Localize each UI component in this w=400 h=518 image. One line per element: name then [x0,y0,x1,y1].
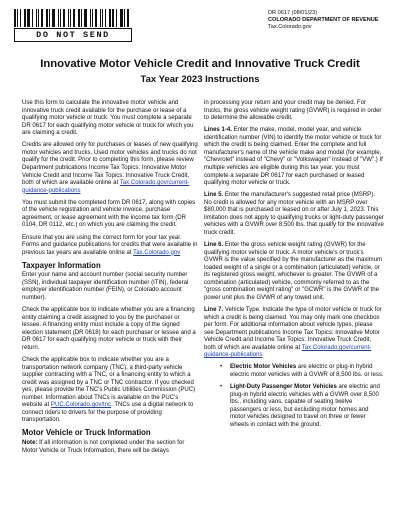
barcode-bar [73,9,75,27]
tax-website-link[interactable]: Tax.Colorado.gov [133,249,181,256]
barcode-bar [95,9,97,27]
barcode-bar [41,9,43,27]
paragraph: Check the applicable box to indicate whether you are a financing entity claiming a credit assigned to you by the purchaser or lessee. A financing entity must include a copy of the signed election statement (DR 0618) for each purchaser or lessee and a DR 0617 for each qualifying motor vehicle or truck with their return. [22,307,196,351]
note-label: Note: [22,440,38,447]
line-label: Line 5. [204,192,224,199]
barcode-bar [84,9,87,27]
paragraph-text: Enter the manufacturer's suggested retail price (MSRP). No credit is allowed for any motor vehicle with an MSRP over $80,000 that is purchased or leased on or after July 1, 2023. This limitation does not apply to qualifying trucks or light-duty passenger vehicles with a GVWR over 8,500 lbs. that qualify for the innovative truck credit. [204,192,384,236]
left-column [22,100,198,460]
section-heading: Motor Vehicle or Truck Information [22,428,151,438]
barcode-bar [68,9,69,27]
line-label: Line 6. [204,242,224,249]
list-item [204,364,384,379]
barcode-bar [49,9,50,27]
barcode-bar [102,9,103,27]
paragraph [204,242,384,302]
barcode-bar [124,9,125,27]
barcode-bar [78,9,80,27]
barcode-bar [14,9,16,27]
bullet-label: Electric Motor Vehicles [230,364,297,371]
barcode-bar [38,9,39,27]
agency-name: COLORADO DEPARTMENT OF REVENUE [268,17,379,24]
barcode-bar [24,9,26,27]
line-label: Lines 1-4. [204,127,232,134]
section-heading: Taxpayer Information [22,260,101,270]
barcode-bar [120,9,123,27]
paragraph [22,440,198,455]
barcode-bar [63,9,65,27]
paragraph: Use this form to calculate the innovative motor vehicle and innovative truck credit available for the purchase or lease of a qualifying motor vehicle or truck. You must complete a separate DR 0617 for each qualifying motor vehicle or truck for which you are claiming a credit. [22,100,194,137]
barcode-bar [17,9,18,27]
barcode-bar [20,9,21,27]
paragraph: Enter your name and account number (social security number (SSN), individual taxpayer identification number (ITIN), federal employer identification number (FEIN), or Colorado account number). [22,272,189,301]
bullet-label: Light-Duty Passenger Motor Vehicles [230,384,337,391]
paragraph-text: Enter the make, model, model year, and vehicle identification number (VIN) to identify the motor vehicle or truck for which the credit is being claimed. Enter the complete and full manufacturer's name of the vehicle make and model (for example, "Chevrolet" instead of "Chevy" or "Volkswagen" instead of "VW".) If multiple vehicles are eligible during this tax year, you must complete a separate DR 0617 for each purchased or leased qualifying motor vehicle or truck. [204,127,383,187]
paragraph-text: . TNCs use a digital network to connect riders to drivers for the purpose of providing transportation. [22,402,194,424]
paragraph [22,142,198,195]
barcode-bar [46,9,48,27]
barcode-bar [109,9,111,27]
paragraph: in processing your return and your credit may be denied. For trucks, the gross vehicle weight rating (GVWR) is required in order to determine the allowable credit. [204,100,382,122]
barcode [14,9,132,27]
barcode-bar [116,9,117,27]
barcode-bar [52,9,55,27]
paragraph-text: are electric and plug-in hybrid electric vehicles with a GVWR over 8,500 lbs., including vans, capable of seating twelve passengers or less, but excluding motor homes and motor vehicles designed to travel on three or fewer wheels in contact with the ground. [230,384,380,428]
guidance-link[interactable]: Tax.Colorado.gov/current-guidance-publications [22,180,190,194]
form-meta [268,10,393,32]
bullet-icon: • [220,384,223,391]
barcode-bar [127,9,129,27]
page-title: Innovative Motor Vehicle Credit and Innovative Truck Credit [40,58,360,70]
barcode-bar [90,9,91,27]
paragraph [22,357,198,425]
paragraph [204,307,384,360]
paragraph-text: Enter the gross vehicle weight rating (GVWR) for the qualifying motor vehicle or truck. A motor vehicle's or truck's GVWR is the value specified by the manufacturer as the maximum loaded weight of a single or a combination (articulated) vehicle, or its registered gross weight, whichever is greater. The GVWR of a combination (articulated) vehicle, commonly referred to as the "gross combination weight rating" or "GCWR" is the GVWR of the power unit plus the GVWR of any towed unit. [204,242,383,301]
right-column [204,100,384,434]
agency-website: Tax.Colorado.gov [268,24,312,31]
barcode-bar [27,9,30,27]
bullet-icon: • [220,364,223,371]
form-number: DR 0617 (08/01/23) [268,10,318,16]
barcode-bar [58,9,59,27]
paragraph [204,127,384,187]
paragraph: You must submit the completed form DR 0617, along with copies of the vehicle registration and vehicle invoice, purchase agreement, or lease agreement with the income tax form (DR 0104, DR 0112, etc.) on which you are claiming the credit. [22,199,196,229]
barcode-bar [92,9,93,27]
page-subtitle: Tax Year 2023 Instructions [140,74,260,85]
paragraph-text: Credits are allowed only for purchases or leases of new qualifying motor vehicles and trucks. Used motor vehicles and trucks do not qualify for the credit. Prior to completing this form, please review Department publications Income Tax Topics: Innovative Motor Vehicle Credit and Income Tax Topics: Innovative Truck Credit, both of which are available online at [22,142,198,187]
paragraph-text: are electric or plug-in hybrid electric motor vehicles with a GVWR of 8,500 lbs. or less. [230,364,384,379]
do-not-send-label: DO NOT SEND [14,28,132,42]
barcode-bar [36,9,37,27]
paragraph-text: Vehicle Type. Indicate the type of motor vehicle or truck for which a credit is being claimed. You may only mark one checkbox per form. For additional information about vehicle types, please see Department publications Income Tax Topics: Innovative Motor Vehicle Credit and Income Tax Topics: Innovative Truck Credit, both of which are available online at [204,307,382,351]
barcode-bar [60,9,61,27]
barcode-bar [32,9,33,27]
barcode-bar [70,9,71,27]
barcode-bar [100,9,101,27]
paragraph-text: Ensure that you are using the correct form for your tax year. Forms and guidance publications for credits that were available in previous tax years are available online at [22,234,198,256]
paragraph [204,192,384,237]
guidance-link[interactable]: Tax.Colorado.gov/current-guidance-publications [204,344,372,359]
paragraph-text: Check the applicable box to indicate whether you are a transportation network company (TNC), a third-party vehicle supplier contracting with a TNC, or a financing entity to which a credit was assigned by a TNC or TNC contractor. If you checked yes, please provide the TNC's Public Utilities Commission (PUC) number. Information about TNCs is available on the PUC's website at [22,356,196,409]
puc-link[interactable]: PUC.Colorado.gov/tnc [50,402,112,409]
barcode-bar [112,9,114,27]
barcode-bar [105,9,106,27]
barcode-bar [81,9,82,27]
line-label: Line 7. [204,307,224,314]
paragraph [22,235,198,258]
paragraph-text: If all information is not completed under the section for Motor Vehicle or Truck Information, there will be delays [22,440,185,454]
list-item [204,384,384,429]
